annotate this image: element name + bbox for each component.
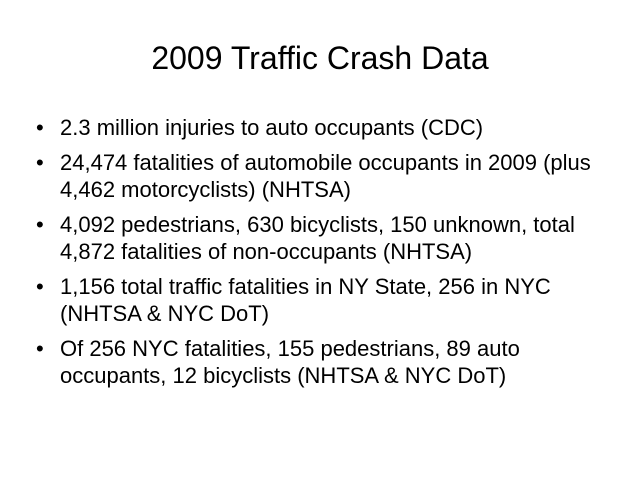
bullet-list (36, 114, 616, 397)
slide-title: 2009 Traffic Crash Data (151, 40, 489, 76)
bullet-item (36, 335, 616, 389)
bullet-text: 4,092 pedestrians, 630 bicyclists, 150 unknown, total 4,872 fatalities of non-occupants (NHTSA) (60, 212, 575, 264)
bullet-dot-icon: • (36, 115, 44, 140)
bullet-text: 2.3 million injuries to auto occupants (CDC) (60, 115, 484, 140)
bullet-item (36, 273, 616, 327)
bullet-dot-icon: • (36, 336, 44, 361)
bullet-dot-icon: • (36, 212, 44, 237)
bullet-text: Of 256 NYC fatalities, 155 pedestrians, 89 auto occupants, 12 bicyclists (NHTSA & NYC DoT) (60, 336, 520, 388)
bullet-dot-icon: • (36, 150, 44, 175)
bullet-item (36, 149, 616, 203)
bullet-dot-icon: • (36, 274, 44, 299)
bullet-item (36, 211, 616, 265)
bullet-text: 24,474 fatalities of automobile occupants in 2009 (plus 4,462 motorcyclists) (NHTSA) (60, 150, 591, 202)
bullet-item (36, 114, 616, 141)
bullet-text: 1,156 total traffic fatalities in NY State, 256 in NYC (NHTSA & NYC DoT) (60, 274, 551, 326)
